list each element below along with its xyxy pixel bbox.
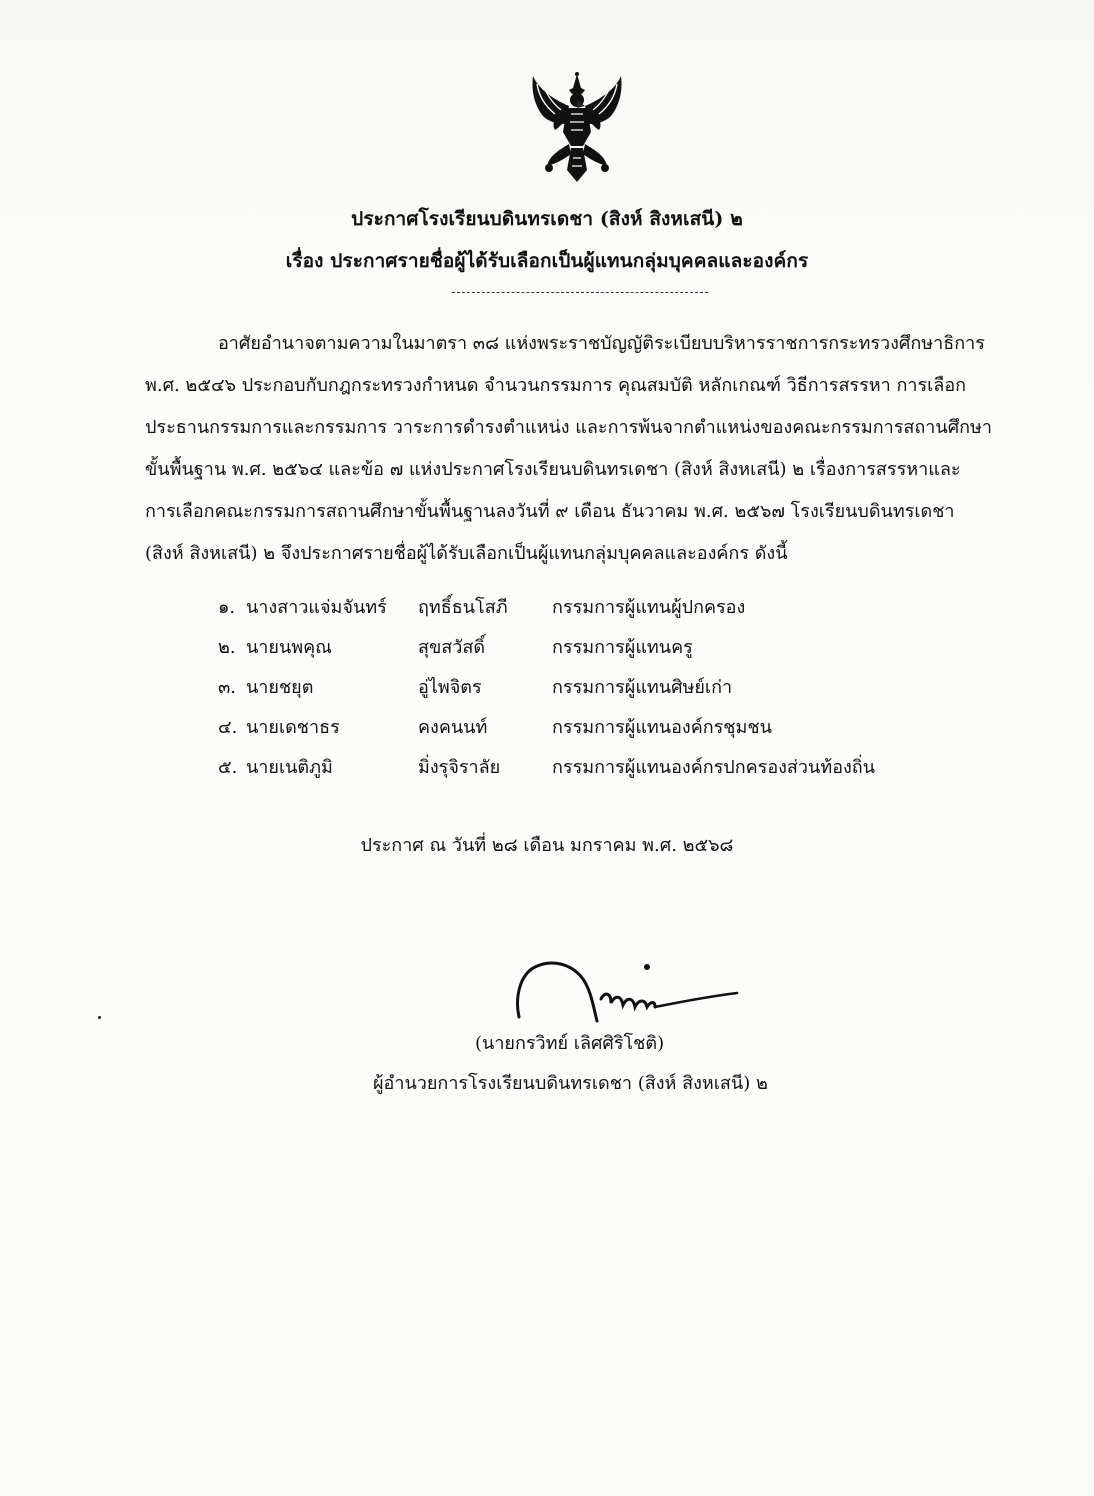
member-first-name: นางสาวแจ่มจันทร์ — [246, 597, 387, 618]
member-role: กรรมการผู้แทนผู้ปกครอง — [552, 597, 746, 618]
signer-name: (นายกรวิทย์ เลิศศิริโชติ) — [475, 1033, 665, 1054]
paper-speck — [98, 1016, 101, 1019]
body-line: อาศัยอำนาจตามความในมาตรา ๓๘ แห่งพระราชบัญญัติระเบียบบริหารราชการกระทรวงศึกษาธิการ — [218, 333, 985, 354]
title-divider — [452, 292, 708, 293]
member-role: กรรมการผู้แทนครู — [552, 637, 693, 658]
member-number: ๔. — [218, 717, 238, 738]
signer-title: ผู้อำนวยการโรงเรียนบดินทรเดชา (สิงห์ สิงหเสนี) ๒ — [373, 1073, 768, 1094]
garuda-emblem-icon — [525, 70, 629, 188]
member-role: กรรมการผู้แทนองค์กรชุมชน — [552, 717, 772, 738]
member-number: ๕. — [218, 757, 238, 778]
body-line: การเลือกคณะกรรมการสถานศึกษาขั้นพื้นฐานลงวันที่ ๙ เดือน ธันวาคม พ.ศ. ๒๕๖๗ โรงเรียนบดินทรเดชา — [145, 501, 955, 522]
announcement-date: ประกาศ ณ วันที่ ๒๘ เดือน มกราคม พ.ศ. ๒๕๖๘ — [360, 835, 734, 856]
member-first-name: นายเนติภูมิ — [246, 757, 333, 778]
member-last-name: อู่ไพจิตร — [418, 677, 482, 698]
member-role: กรรมการผู้แทนศิษย์เก่า — [552, 677, 733, 698]
member-last-name: สุขสวัสดิ์ — [418, 637, 486, 658]
member-number: ๑. — [218, 597, 236, 618]
body-line: (สิงห์ สิงหเสนี) ๒ จึงประกาศรายชื่อผู้ได้รับเลือกเป็นผู้แทนกลุ่มบุคคลและองค์กร ดังนี้ — [145, 543, 788, 564]
member-role: กรรมการผู้แทนองค์กรปกครองส่วนท้องถิ่น — [552, 757, 875, 778]
announcement-title: ประกาศโรงเรียนบดินทรเดชา (สิงห์ สิงหเสนี) ๒ — [351, 208, 743, 230]
member-first-name: นายเดชาธร — [246, 717, 340, 738]
member-number: ๒. — [218, 637, 236, 658]
member-last-name: ฤทธิ์ธนโสภี — [418, 597, 508, 618]
announcement-subject: เรื่อง ประกาศรายชื่อผู้ได้รับเลือกเป็นผู้แทนกลุ่มบุคคลและองค์กร — [285, 250, 809, 272]
member-first-name: นายนพคุณ — [246, 637, 332, 658]
body-line: ประธานกรรมการและกรรมการ วาระการดำรงตำแหน่ง และการพ้นจากตำแหน่งของคณะกรรมการสถานศึกษา — [145, 417, 993, 438]
body-line: พ.ศ. ๒๕๔๖ ประกอบกับกฎกระทรวงกำหนด จำนวนกรรมการ คุณสมบัติ หลักเกณฑ์ วิธีการสรรหา การเลือก — [145, 375, 967, 396]
member-number: ๓. — [218, 677, 237, 698]
handwritten-signature — [505, 955, 745, 1033]
body-line: ขั้นพื้นฐาน พ.ศ. ๒๕๖๔ และข้อ ๗ แห่งประกาศโรงเรียนบดินทรเดชา (สิงห์ สิงหเสนี) ๒ เรื่องการสรรหาและ — [145, 459, 961, 480]
member-last-name: คงคนนท์ — [418, 717, 488, 738]
member-last-name: มิ่งรุจิราลัย — [418, 757, 501, 778]
member-first-name: นายชยุต — [246, 677, 314, 698]
